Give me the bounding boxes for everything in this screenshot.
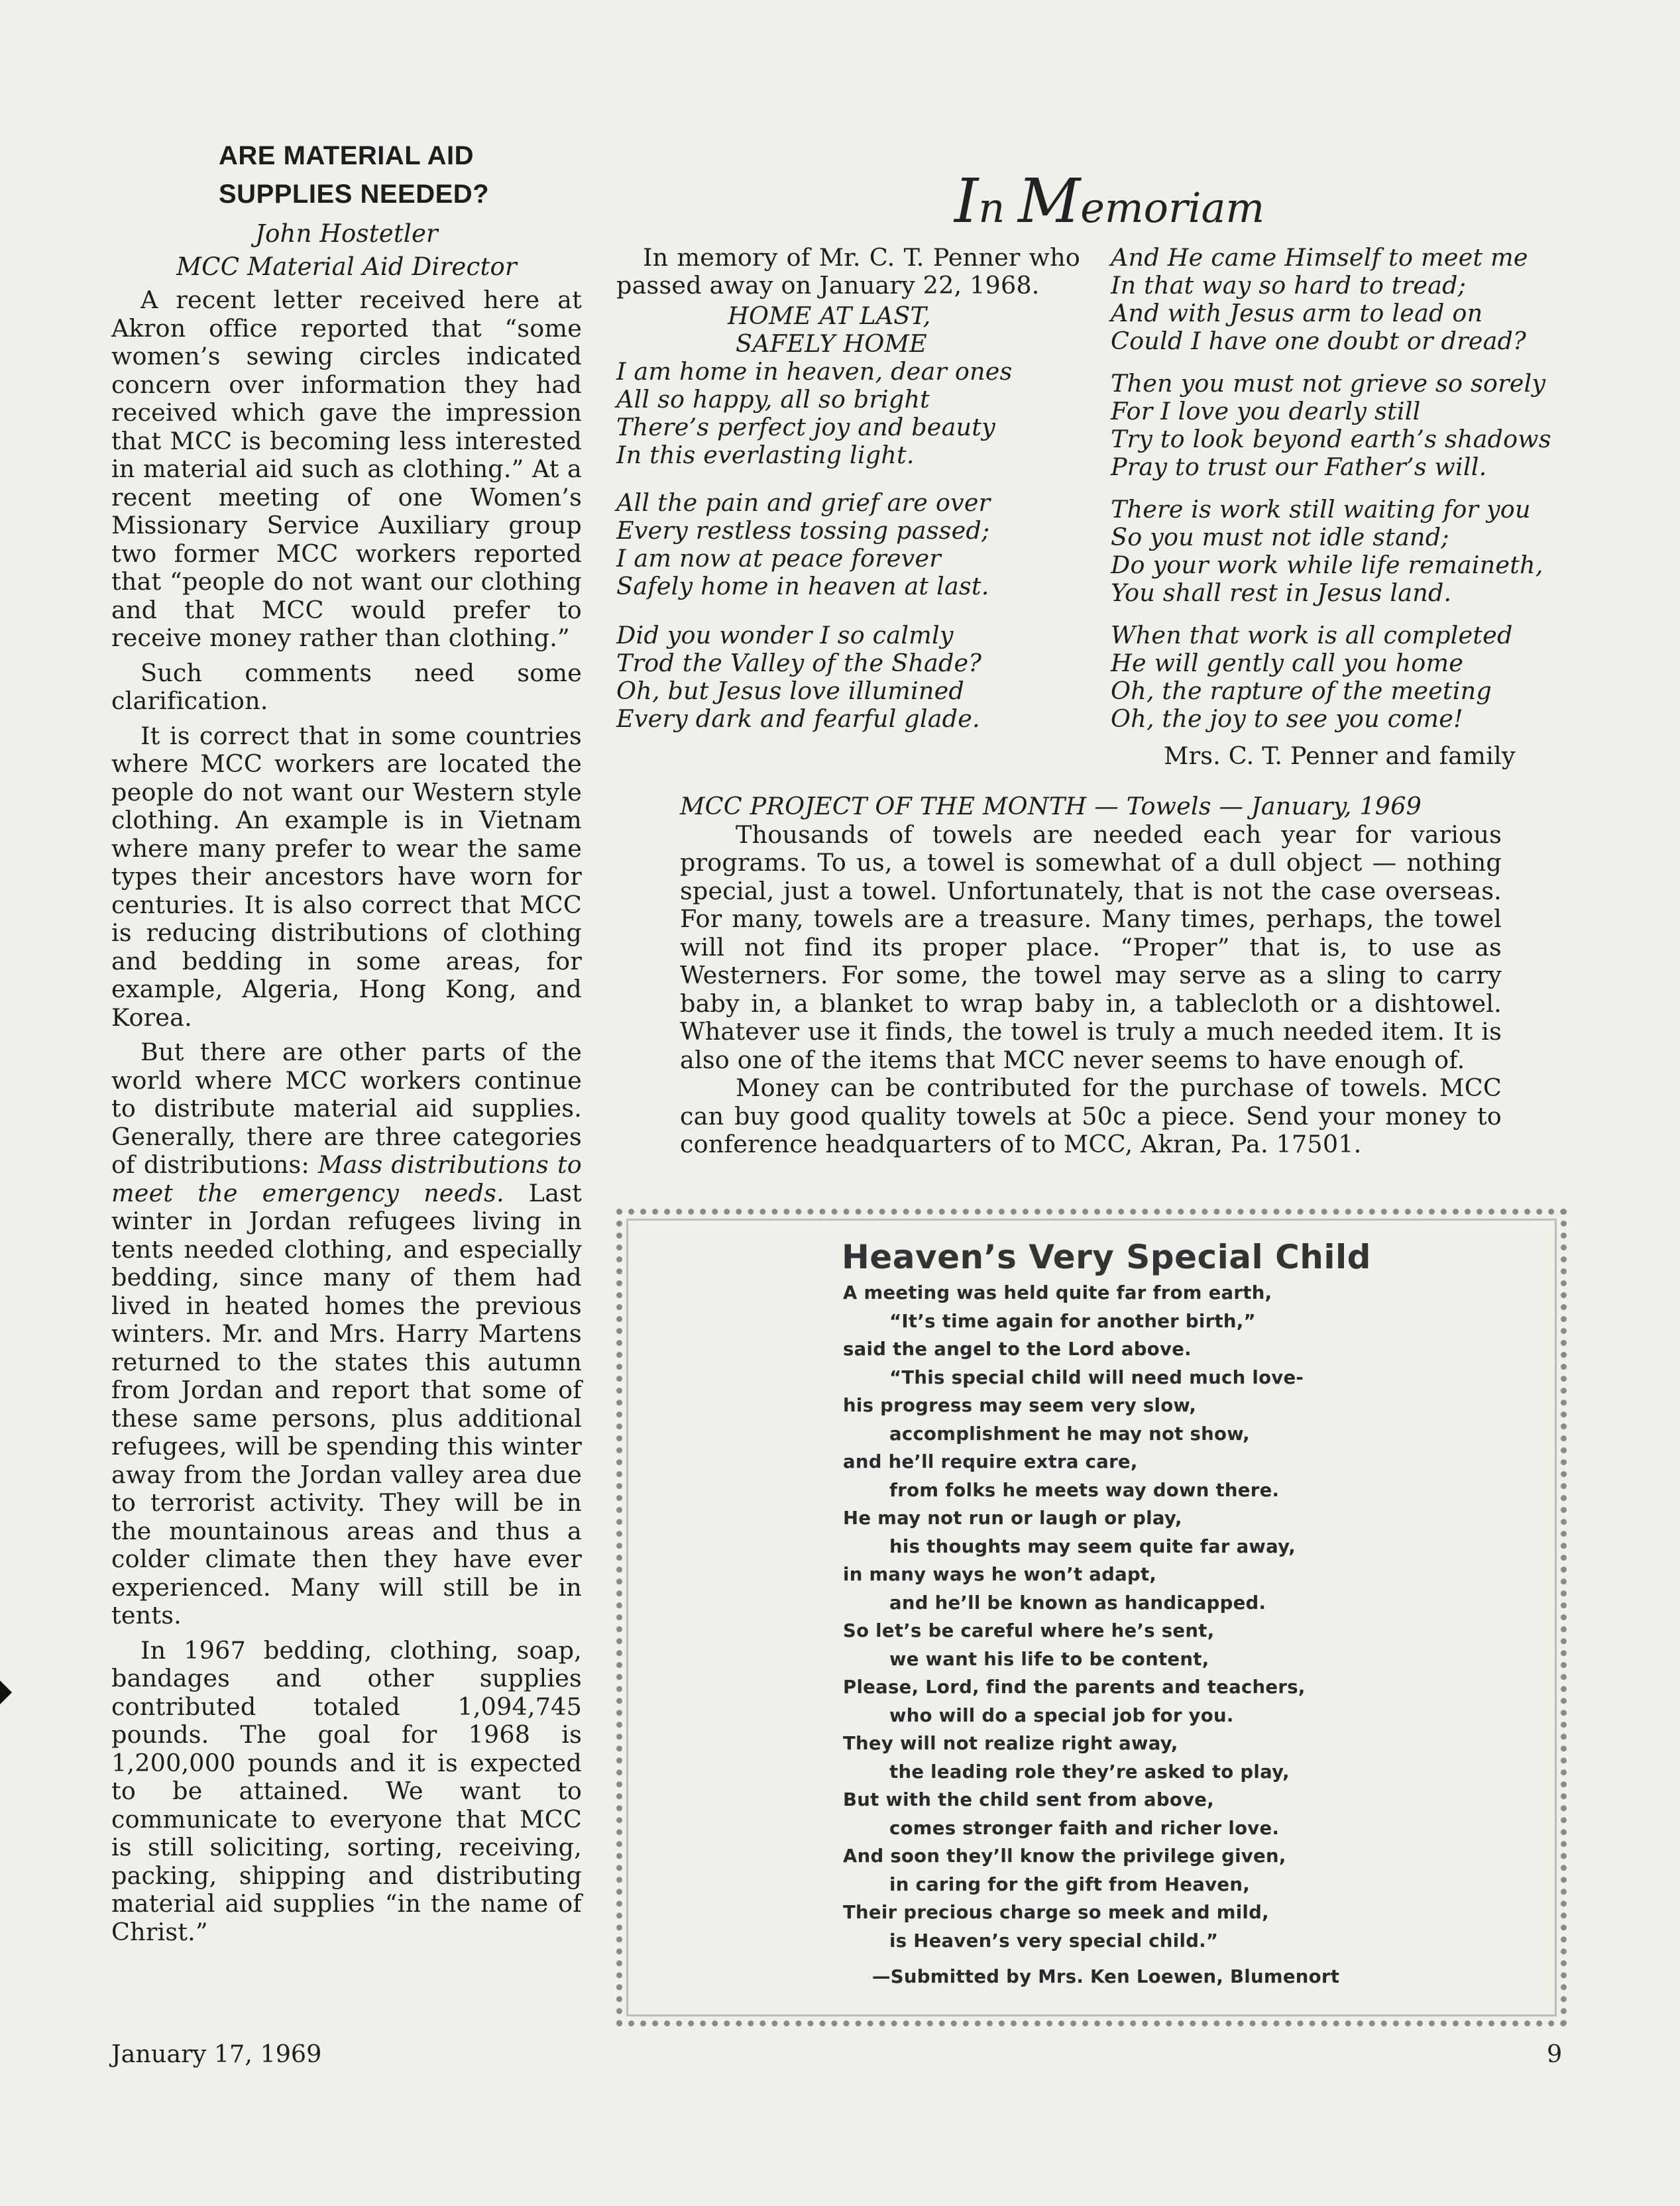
material-aid-article [111,137,582,1953]
poem-line: All the pain and grief are over [616,488,991,517]
special-child-poem [843,1234,1519,1991]
poem-line: All so happy, all so bright [616,385,930,414]
article-paragraph-lead: But there are other parts of the world where MCC workers continue to distribute material aid supplies. Generally, there are three categories of distributions: [111,1038,582,1179]
article-title [219,137,582,213]
poem-line: in many ways he won’t adapt, [843,1564,1157,1585]
poem-line: his thoughts may seem quite far away, [889,1535,1296,1557]
poem-line: They will not realize right away, [843,1733,1178,1754]
memorial-poem-title [728,302,1080,358]
poem-title-line: HOME AT LAST, [728,302,931,330]
in-memoriam-heading [954,166,1264,237]
poem-line: I am home in heaven, dear ones [616,357,1013,386]
poem-line: in caring for the gift from Heaven, [889,1873,1250,1895]
heading-cap: M [1017,166,1081,237]
poem-stanza [1111,370,1575,481]
poem-line: the leading role they’re asked to play, [889,1761,1290,1783]
poem-line: and he’ll require extra care, [843,1451,1138,1472]
article-paragraph: It is correct that in some countries where MCC workers are located the people do not want our Western style clothing. An example is in Vietnam where many prefer to wear the same types their ancestors have worn for centuries. It is also correct that MCC is reducing distributions of clothing and bedding in some areas, for example, Algeria, Hong Kong, and Korea. [111,721,582,1032]
poem-line: Did you wonder I so calmly [616,621,954,649]
project-paragraph: Money can be contributed for the purchase of towels. MCC can buy good quality towels at 50c a piece. Send your money to conference headquarters of to MCC, Akran, Pa. 17501. [680,1074,1502,1158]
poem-line: Please, Lord, find the parents and teachers, [843,1677,1306,1698]
poem-line: and he’ll be known as handicapped. [889,1592,1266,1614]
poem-stanza [616,622,1080,733]
poem-line: we want his life to be content, [889,1648,1209,1670]
poem-line: “This special child will need much love- [889,1366,1304,1388]
poem-line: Could I have one doubt or dread? [1111,327,1526,355]
article-author: John Hostetler [255,219,438,248]
poem-line: Try to look beyond earth’s shadows [1111,425,1551,453]
memoriam-intro: In memory of Mr. C. T. Penner who passed away on January 22, 1968. [616,243,1080,300]
poem-line: There’s perfect joy and beauty [616,413,995,441]
memoriam-left-column [616,244,1080,747]
article-paragraph [111,1038,582,1630]
poem-line: Every dark and fearful glade. [616,704,980,733]
poem-line: from folks he meets way down there. [889,1479,1280,1501]
memoriam-signature: Mrs. C. T. Penner and family [1164,742,1516,770]
project-of-the-month [680,793,1502,1159]
project-title: MCC PROJECT OF THE MONTH — Towels — January, 1969 [680,792,1422,820]
poem-line: Oh, the joy to see you come! [1111,704,1463,733]
poem-line: For I love you dearly still [1111,397,1421,425]
poem-line: Then you must not grieve so sorely [1111,369,1546,398]
poem-title-line: SAFELY HOME [736,329,927,358]
article-paragraph-emphasis: Mass distributions to meet the emergency needs. [111,1150,582,1207]
poem-line: Oh, the rapture of the meeting [1111,677,1492,705]
poem-line: You shall rest in Jesus land. [1111,579,1452,607]
poem-stanza [616,358,1080,469]
poem-stanza [1111,244,1575,355]
poem-line: is Heaven’s very special child.” [889,1930,1219,1952]
poem-line: And soon they’ll know the privilege given, [843,1846,1286,1867]
poem-stanza [1111,622,1575,733]
poem-line: He may not run or laugh or play, [843,1508,1182,1529]
poem-stanza [616,489,1080,600]
poem-line: Every restless tossing passed; [616,516,990,545]
poem-line: But with the child sent from above, [843,1789,1214,1810]
poem-lines [843,1279,1519,1955]
poem-line: who will do a special job for you. [889,1704,1234,1726]
article-title-line1: ARE MATERIAL AID [219,141,475,170]
poem-line: He will gently call you home [1111,649,1464,677]
heading-cap: I [954,166,979,237]
margin-arrow-mark [0,1681,12,1704]
poem-stanza [1111,496,1575,607]
poem-line: accomplishment he may not show, [889,1423,1250,1445]
poem-line: In this everlasting light. [616,441,915,469]
heading-rest: n [978,184,1018,232]
poem-line: And with Jesus arm to lead on [1111,299,1483,327]
article-paragraph-rest: Last winter in Jordan refugees living in tents needed clothing, and especially bedding, since many of them had lived in heated homes the previous winters. Mr. and Mrs. Harry Martens returned to the states this autumn from Jordan and report that some of these same persons, plus additional refugees, will be spending this winter away from the Jordan valley area due to terrorist activity. They will be in the mountainous areas and thus a colder climate then they have ever experienced. Many will still be in tents. [111,1178,582,1629]
article-paragraph: In 1967 bedding, clothing, soap, bandages and other supplies contributed totaled 1,094,745 pounds. The goal for 1968 is 1,200,000 pounds and it is expected to be attained. We want to communicate to everyone that MCC is still soliciting, sorting, receiving, packing, shipping and distributing material aid supplies “in the name of Christ.” [111,1635,582,1946]
project-paragraph: Thousands of towels are needed each year for various programs. To us, a towel is somewhat of a dull object — nothing special, just a towel. Unfortunately, that is not the case overseas. For many, towels are a treasure. Many times, perhaps, the towel will not find its proper place. “Proper” that is, to use as Westerners. For some, the towel may serve as a sling to carry baby in, a blanket to wrap baby in, a tablecloth or a dishtowel. Whatever use it finds, the towel is truly a much needed item. It is also one of the items that MCC never seems to have enough of. [680,820,1502,1074]
poem-line: his progress may seem very slow, [843,1395,1197,1416]
poem-line: “It’s time again for another birth,” [889,1310,1256,1332]
poem-line: And He came Himself to meet me [1111,243,1528,272]
article-paragraph: Such comments need some clarification. [111,658,582,715]
poem-line: comes stronger faith and richer love. [889,1817,1280,1839]
memoriam-right-column [1111,244,1575,770]
poem-line: A meeting was held quite far from earth, [843,1282,1272,1303]
poem-line: Pray to trust our Father’s will. [1111,453,1487,481]
poem-line: Safely home in heaven at last. [616,572,989,600]
poem-line: Trod the Valley of the Shade? [616,649,982,677]
poem-line: So you must not idle stand; [1111,523,1449,551]
page-number: 9 [1547,2040,1563,2068]
footer-date: January 17, 1969 [111,2040,322,2068]
poem-line: So let’s be careful where he’s sent, [843,1620,1215,1641]
poem-line: When that work is all completed [1111,621,1513,649]
poem-line: said the angel to the Lord above. [843,1339,1192,1360]
poem-line: Oh, but Jesus love illumined [616,677,964,705]
heading-rest: emoriam [1080,184,1265,232]
poem-line: There is work still waiting for you [1111,495,1531,524]
poem-line: I am now at peace forever [616,544,941,573]
poem-line: In that way so hard to tread; [1111,271,1467,300]
poem-submitted-by: —Submitted by Mrs. Ken Loewen, Blumenort [872,1966,1340,1987]
poem-line: Their precious charge so meek and mild, [843,1902,1269,1923]
special-child-heading: Heaven’s Very Special Child [842,1238,1371,1276]
poem-line: Do your work while life remaineth, [1111,551,1543,579]
article-title-line2: SUPPLIES NEEDED? [219,180,490,209]
article-paragraph: A recent letter received here at Akron office reported that “some women’s sewing circles indicated concern over information they had received which gave the impression that MCC is becoming less interested in material aid such as clothing.” At a recent meeting of one Women’s Missionary Service Auxiliary group two former MCC workers reported that “people do not want our clothing and that MCC would prefer to receive money rather than clothing.” [111,286,582,652]
article-author-role: MCC Material Aid Director [176,252,517,281]
